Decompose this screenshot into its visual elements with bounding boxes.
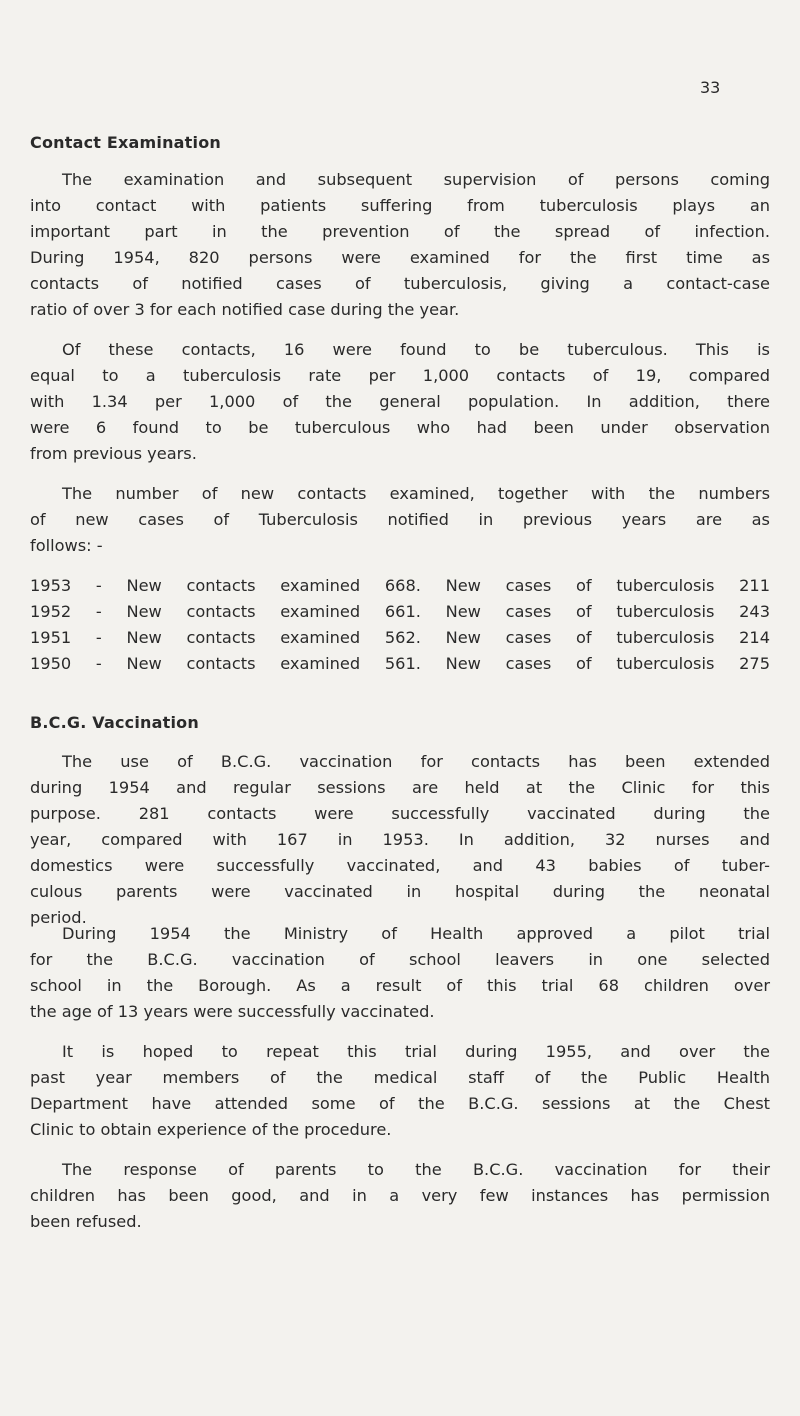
list-item: 1951 - New contacts examined 562. New cases of tuberculosis 214 [30, 628, 770, 647]
list-item: 1953 - New contacts examined 668. New cases of tuberculosis 211 [30, 576, 770, 595]
text-line: period. [30, 908, 87, 927]
text-line: Department have attended some of the B.C.G. sessions at the Chest [30, 1094, 770, 1113]
paragraph [30, 167, 770, 323]
text-line: The number of new contacts examined, together with the numbers [62, 484, 770, 503]
text-line: purpose. 281 contacts were successfully vaccinated during the [30, 804, 770, 823]
page-number: 33 [700, 78, 721, 97]
text-line: were 6 found to be tuberculous who had been under observation [30, 418, 770, 437]
text-line: past year members of the medical staff of the Public Health [30, 1068, 770, 1087]
heading-contact-examination: Contact Examination [30, 133, 221, 152]
text-line: been refused. [30, 1212, 142, 1231]
text-line: follows: - [30, 536, 103, 555]
heading-bcg-vaccination: B.C.G. Vaccination [30, 713, 199, 732]
text-line: The examination and subsequent supervision of persons coming [62, 170, 770, 189]
text-line: the age of 13 years were successfully vaccinated. [30, 1002, 435, 1021]
text-line: of new cases of Tuberculosis notified in previous years are as [30, 510, 770, 529]
text-line: Of these contacts, 16 were found to be tuberculous. This is [62, 340, 770, 359]
text-line: for the B.C.G. vaccination of school leavers in one selected [30, 950, 770, 969]
text-line: school in the Borough. As a result of this trial 68 children over [30, 976, 770, 995]
tb-figures-list [30, 573, 770, 677]
paragraph [30, 1039, 770, 1143]
paragraph [30, 921, 770, 1025]
text-line: The use of B.C.G. vaccination for contacts has been extended [62, 752, 770, 771]
text-line: with 1.34 per 1,000 of the general population. In addition, there [30, 392, 770, 411]
text-line: culous parents were vaccinated in hospital during the neonatal [30, 882, 770, 901]
list-item: 1950 - New contacts examined 561. New cases of tuberculosis 275 [30, 654, 770, 673]
text-line: children has been good, and in a very few instances has permission [30, 1186, 770, 1205]
text-line: During 1954 the Ministry of Health approved a pilot trial [62, 924, 770, 943]
text-line: It is hoped to repeat this trial during 1955, and over the [62, 1042, 770, 1061]
text-line: ratio of over 3 for each notified case during the year. [30, 300, 460, 319]
text-line: During 1954, 820 persons were examined for the first time as [30, 248, 770, 267]
paragraph [30, 1157, 770, 1235]
paragraph [30, 337, 770, 467]
text-line: contacts of notified cases of tuberculosis, giving a contact-case [30, 274, 770, 293]
text-line: into contact with patients suffering from tuberculosis plays an [30, 196, 770, 215]
text-line: during 1954 and regular sessions are held at the Clinic for this [30, 778, 770, 797]
text-line: equal to a tuberculosis rate per 1,000 contacts of 19, compared [30, 366, 770, 385]
text-line: Clinic to obtain experience of the procedure. [30, 1120, 392, 1139]
text-line: important part in the prevention of the spread of infection. [30, 222, 770, 241]
text-line: The response of parents to the B.C.G. vaccination for their [62, 1160, 770, 1179]
list-item: 1952 - New contacts examined 661. New cases of tuberculosis 243 [30, 602, 770, 621]
paragraph [30, 481, 770, 559]
text-line: domestics were successfully vaccinated, and 43 babies of tuber- [30, 856, 770, 875]
text-line: year, compared with 167 in 1953. In addition, 32 nurses and [30, 830, 770, 849]
paragraph [30, 749, 770, 931]
text-line: from previous years. [30, 444, 197, 463]
